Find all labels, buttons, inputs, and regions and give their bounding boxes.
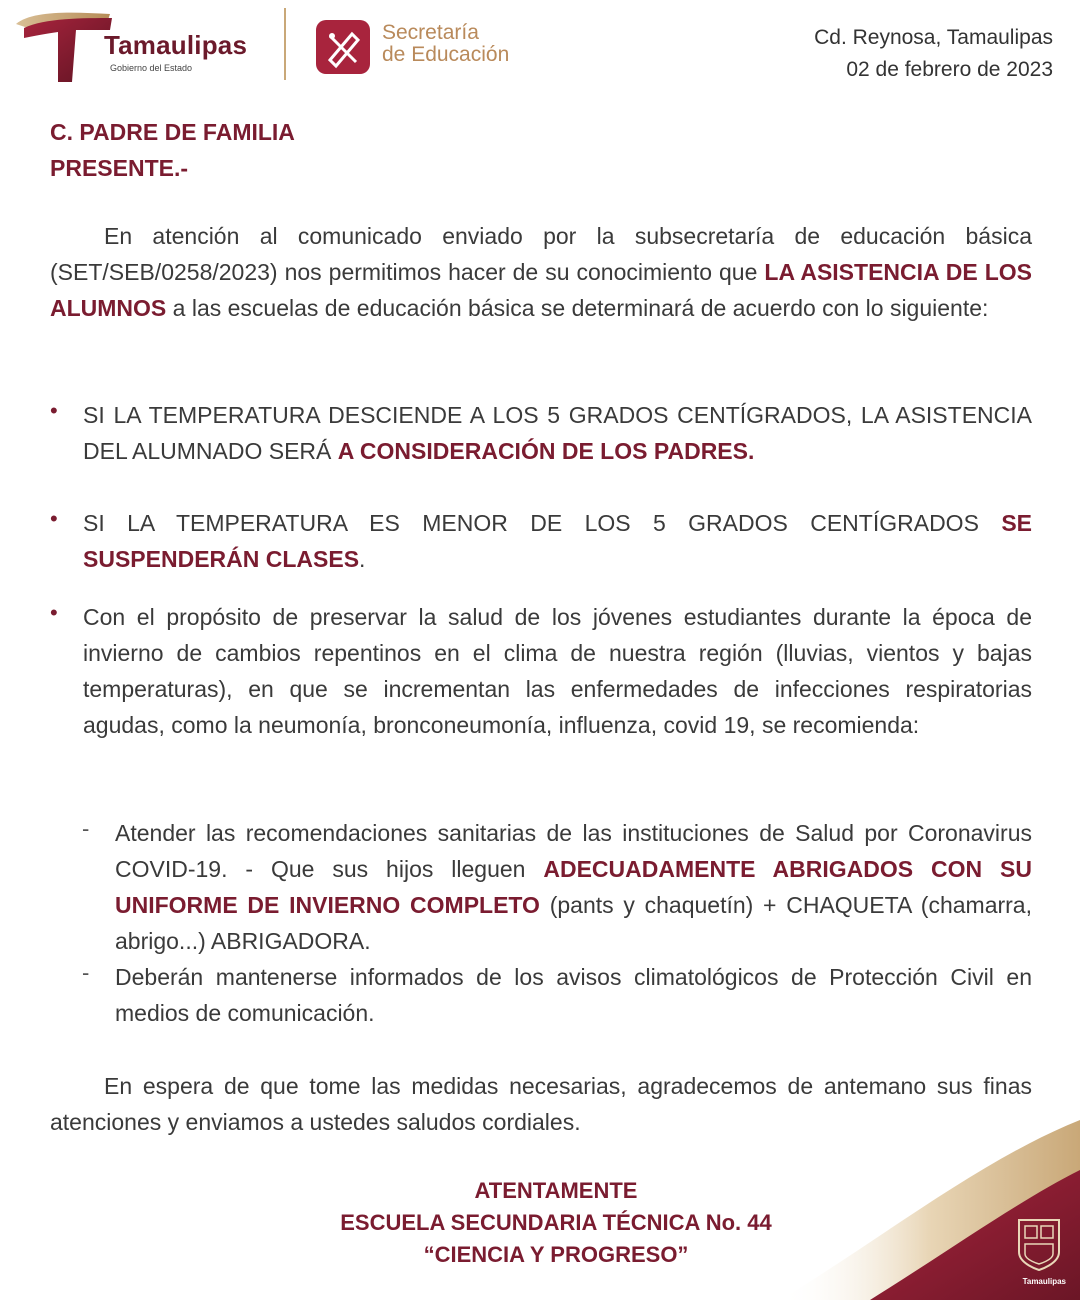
seal-label: Tamaulipas xyxy=(1022,1277,1066,1286)
dash-text: Deberán mantenerse informados de los avisos climatológicos de Protección Civil en medios de comunicación. xyxy=(115,964,1032,1026)
bullet-bold: SE SUSPENDERÁN CLASES xyxy=(83,510,1032,572)
dash-text: Atender las recomendaciones sanitarias de las instituciones de Salud por Coronavirus COVID-19. - Que sus hijos lleguen xyxy=(115,820,1032,882)
bullet-item xyxy=(83,505,1032,577)
bullet-after: . xyxy=(359,546,366,572)
secretaria-logo-icon xyxy=(316,20,370,74)
addressee-line1: C. PADRE DE FAMILIA xyxy=(50,119,295,145)
bullet-item xyxy=(83,599,1032,743)
addressee xyxy=(50,114,295,186)
signature-line1: ATENTAMENTE xyxy=(474,1178,638,1203)
intro-text-1: En atención al comunicado enviado por la subsecretaría de educación básica (SET/SEB/0258/2023) nos permitimos hacer de su conocimiento que xyxy=(50,223,1032,285)
signature-line2: ESCUELA SECUNDARIA TÉCNICA No. 44 xyxy=(340,1210,772,1235)
tamaulipas-logo-icon xyxy=(14,8,114,84)
dash-after: (pants y chaquetín) + CHAQUETA (chamarra, abrigo...) ABRIGADORA. xyxy=(115,892,1032,954)
dash-mark: - xyxy=(82,816,90,841)
bullet-bold: A CONSIDERACIÓN DE LOS PADRES. xyxy=(337,438,755,464)
intro-paragraph xyxy=(50,218,1032,326)
secretaria-line2: de Educación xyxy=(382,43,510,66)
gov-name: Tamaulipas xyxy=(104,30,248,60)
bullet-mark: • xyxy=(50,506,58,531)
intro-bold: LA ASISTENCIA DE LOS ALUMNOS xyxy=(50,259,1032,321)
bullet-text: SI LA TEMPERATURA DESCIENDE A LOS 5 GRADOS CENTÍGRADOS, LA ASISTENCIA DEL ALUMNADO SERÁ xyxy=(83,402,1032,464)
letter-date: 02 de febrero de 2023 xyxy=(846,58,1053,81)
letter-city: Cd. Reynosa, Tamaulipas xyxy=(814,26,1053,49)
dash-item xyxy=(115,959,1032,1031)
intro-text-2: a las escuelas de educación básica se determinará de acuerdo con lo siguiente: xyxy=(166,295,989,321)
dash-mark: - xyxy=(82,960,90,985)
dash-item xyxy=(115,815,1032,959)
secretaria-name xyxy=(382,22,509,66)
dash-bold: ADECUADAMENTE ABRIGADOS CON SU UNIFORME DE INVIERNO COMPLETO xyxy=(115,856,1032,918)
bullet-text: SI LA TEMPERATURA ES MENOR DE LOS 5 GRADOS CENTÍGRADOS xyxy=(83,510,1002,536)
bullet-mark: • xyxy=(50,398,58,423)
addressee-line2: PRESENTE.- xyxy=(50,155,189,181)
closing-paragraph: En espera de que tome las medidas necesarias, agradecemos de antemano sus finas atenciones y enviamos a ustedes saludos cordiales. xyxy=(50,1073,1032,1135)
secretaria-line1: Secretaría xyxy=(382,21,479,44)
bullet-mark: • xyxy=(50,600,58,625)
header-divider xyxy=(284,8,286,80)
bullet-item xyxy=(83,397,1032,469)
gov-subtitle: Gobierno del Estado xyxy=(110,63,193,73)
signature-line3: “CIENCIA Y PROGRESO” xyxy=(423,1242,689,1267)
bullet-text: Con el propósito de preservar la salud de los jóvenes estudiantes durante la época de invierno de cambios repentinos en el clima de nuestra región (lluvias, vientos y bajas temperaturas), en que se incrementan las enfermedades de infecciones respiratorias agudas, como la neumonía, bronconeumonía, influenza, covid 19, se recomienda: xyxy=(83,604,1032,738)
coat-of-arms-icon xyxy=(1016,1216,1062,1272)
